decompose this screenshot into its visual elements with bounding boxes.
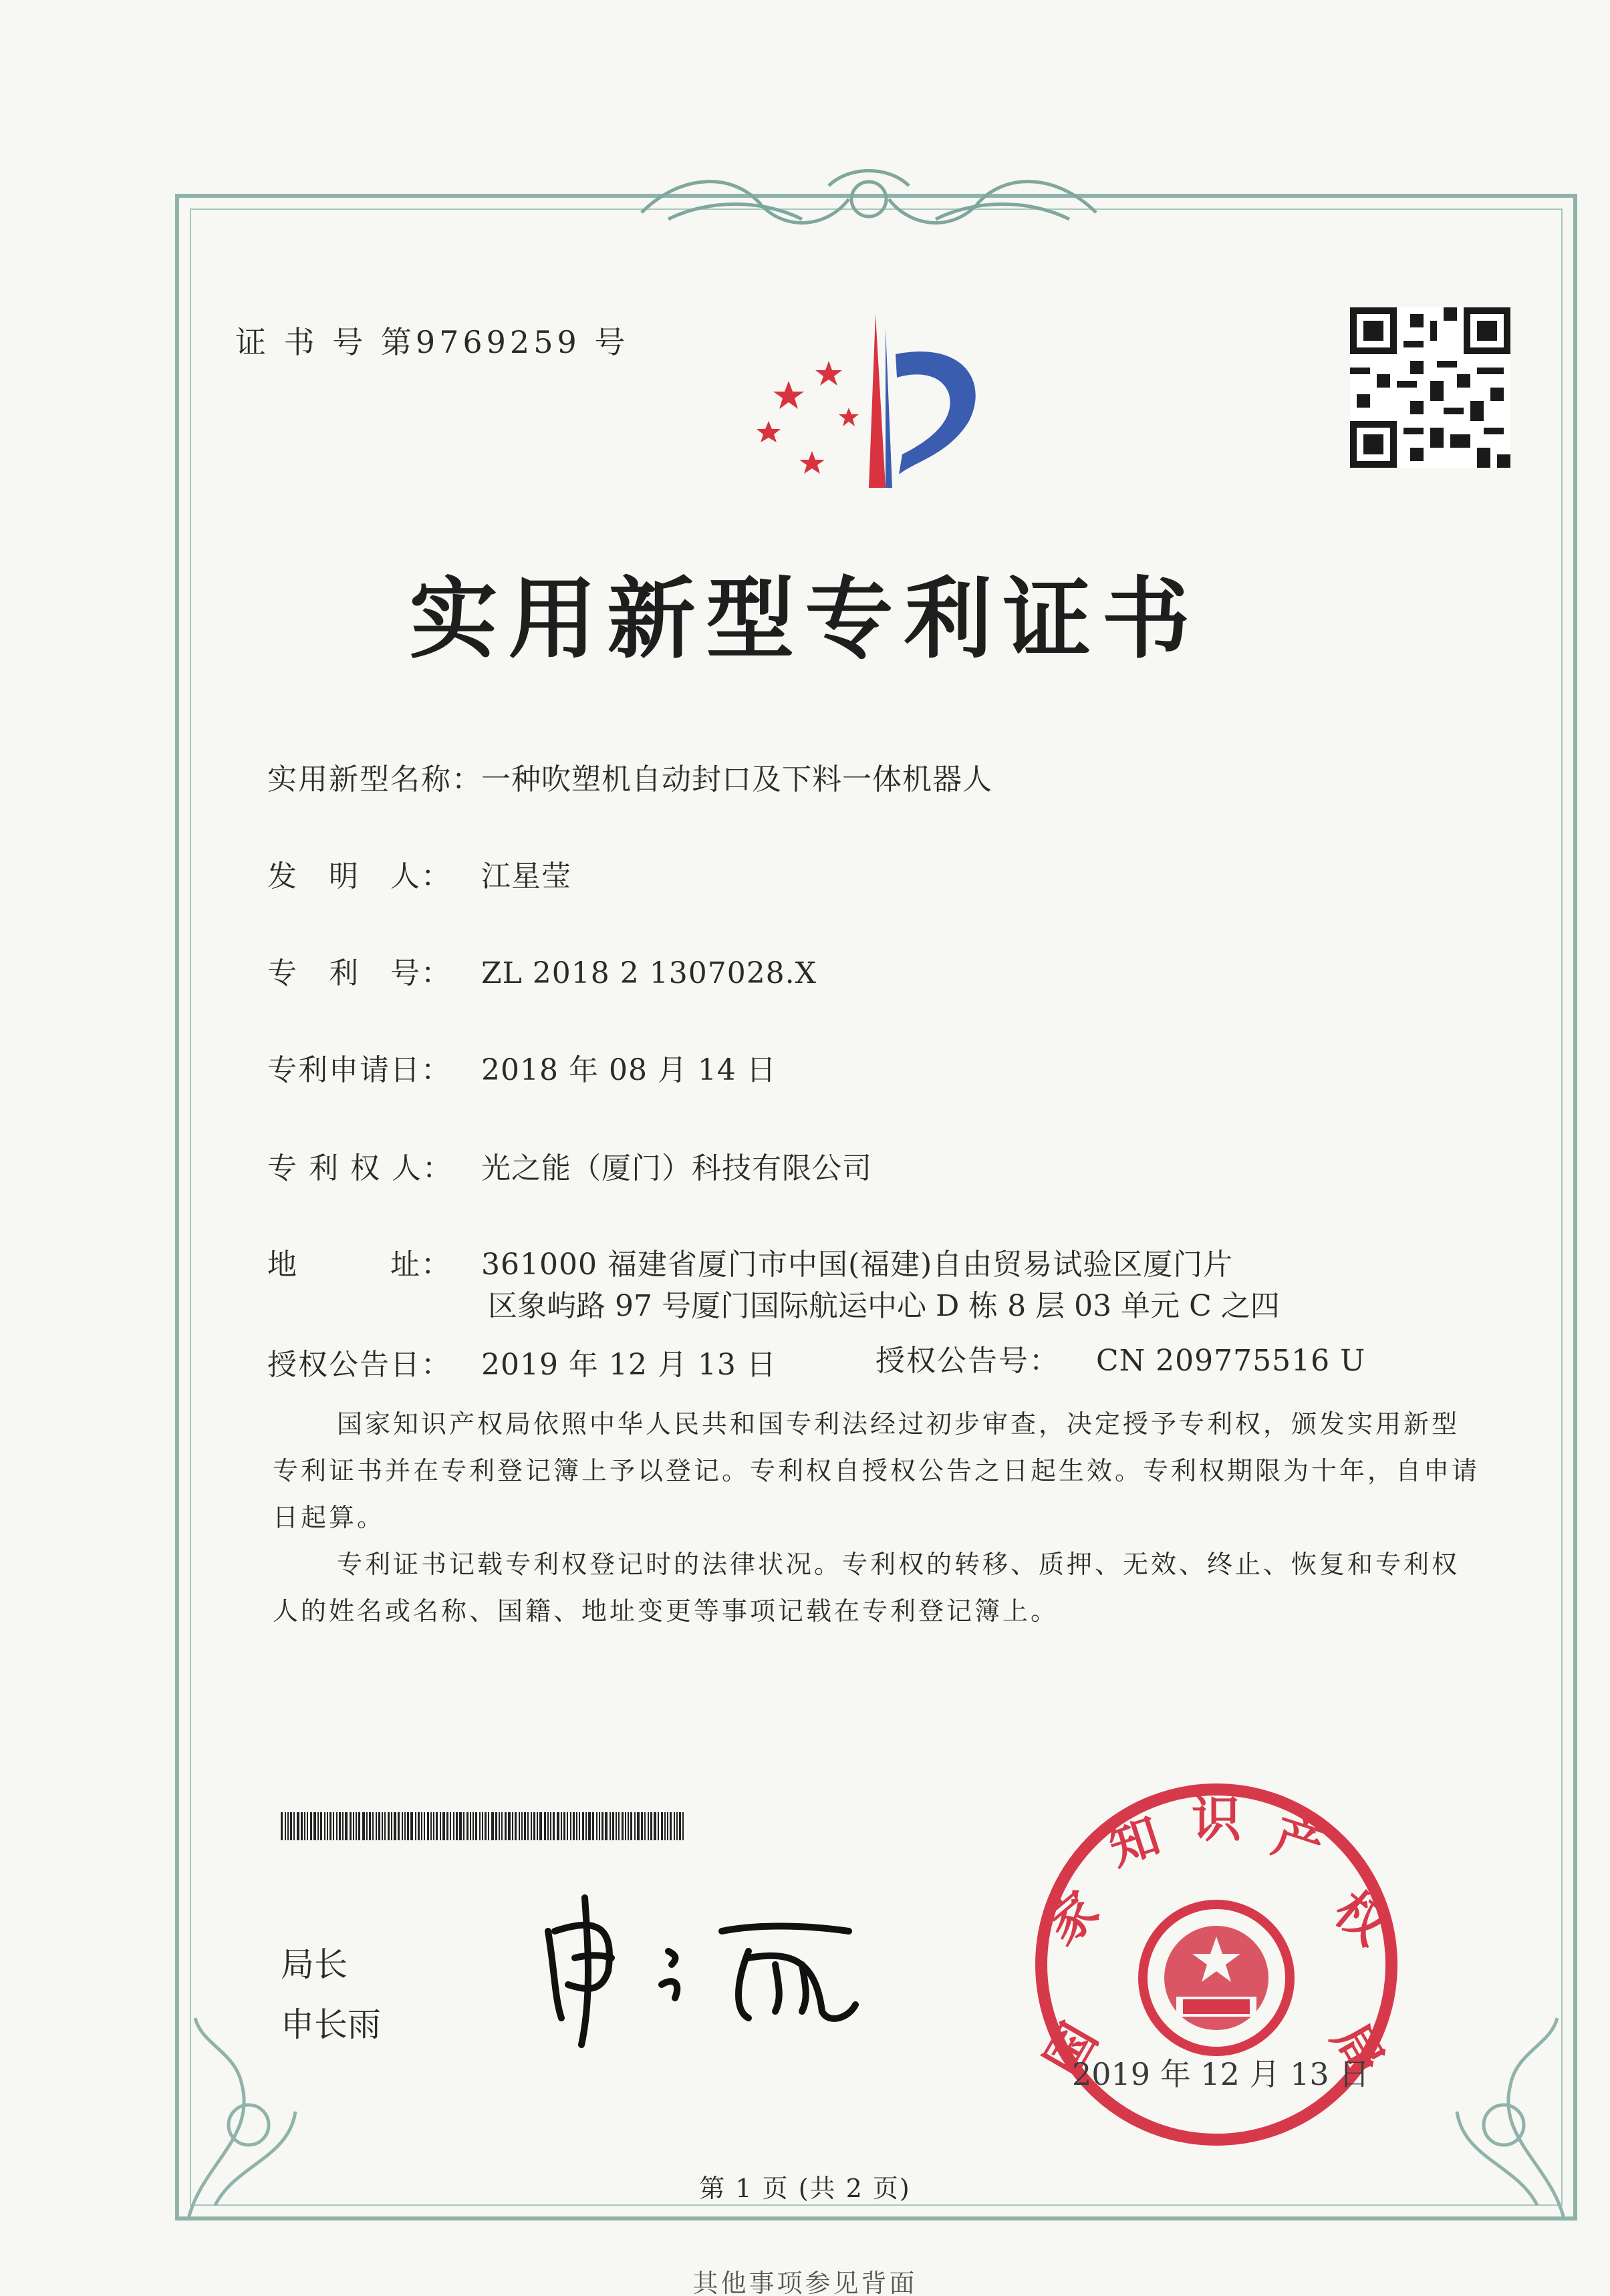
field-grant-number — [876, 1336, 1365, 1379]
field-utility-model-name — [267, 755, 992, 798]
body-paragraph: 专利证书记载专利权登记时的法律状况。专利权的转移、质押、无效、终止、恢复和专利权人的姓名或名称、国籍、地址变更等事项记载在专利登记簿上。 — [273, 1550, 1460, 1626]
handwritten-signature-icon — [535, 1891, 909, 2051]
page-number: 第 1 页 (共 2 页) — [699, 2174, 911, 2203]
certificate-number: 证 书 号 第9769259 号 — [235, 324, 630, 360]
svg-text:权: 权 — [1323, 1880, 1399, 1957]
field-value: 一种吹塑机自动封口及下料一体机器人 — [481, 762, 992, 797]
footer-note: 其他事项参见背面 — [692, 2269, 918, 2296]
field-value: 2019 年 12 月 13 日 — [481, 1348, 777, 1382]
patent-office-logo-icon — [749, 301, 1002, 501]
field-label: 地 址： — [267, 1248, 452, 1282]
field-label: 专 利 权 人： — [267, 1151, 453, 1185]
field-value: 2018 年 08 月 14 日 — [481, 1053, 777, 1087]
svg-text:国: 国 — [1034, 2013, 1109, 2086]
field-application-date — [267, 1046, 777, 1089]
barcode-icon — [281, 1812, 688, 1840]
svg-text:知: 知 — [1101, 1806, 1167, 1877]
field-label: 实用新型名称： — [267, 762, 483, 797]
field-label: 授权公告日： — [267, 1348, 452, 1382]
field-label: 专利申请日： — [267, 1053, 452, 1087]
certificate-title: 实用新型专利证书 — [409, 567, 1201, 671]
field-patent-number — [267, 949, 817, 992]
field-label: 专 利 号： — [267, 956, 452, 990]
field-value: 江星莹 — [481, 859, 571, 893]
field-address — [267, 1240, 1233, 1283]
field-label: 发 明 人： — [267, 859, 452, 893]
field-label: 授权公告号： — [876, 1344, 1060, 1378]
field-value: 光之能（厦门）科技有限公司 — [481, 1151, 872, 1185]
field-value: CN 209775516 U — [1096, 1344, 1366, 1378]
official-seal-icon — [1029, 1777, 1403, 2152]
director-name: 申长雨 — [281, 2005, 381, 2044]
top-ornament-icon — [628, 159, 1109, 239]
field-patentee — [267, 1144, 872, 1187]
seal-date: 2019 年 12 月 13 日 — [1072, 2056, 1370, 2092]
field-value: ZL 2018 2 1307028.X — [481, 956, 817, 990]
field-grant-date — [267, 1340, 777, 1383]
svg-text:识: 识 — [1192, 1791, 1241, 1848]
svg-text:家: 家 — [1034, 1880, 1109, 1957]
svg-text:产: 产 — [1266, 1806, 1331, 1877]
field-inventor — [267, 852, 571, 895]
body-paragraph: 国家知识产权局依照中华人民共和国专利法经过初步审查，决定授予专利权，颁发实用新型专利证书并在专利登记簿上予以登记。专利权自授权公告之日起生效。专利权期限为十年，自申请日起算。 — [273, 1409, 1480, 1532]
qr-code-icon — [1350, 307, 1510, 468]
director-title: 局长 — [281, 1945, 348, 1984]
svg-text:局: 局 — [1320, 2013, 1395, 2086]
field-value: 361000 福建省厦门市中国(福建)自由贸易试验区厦门片 — [481, 1248, 1234, 1282]
address-line-2: 区象屿路 97 号厦门国际航运中心 D 栋 8 层 03 单元 C 之四 — [488, 1289, 1280, 1323]
